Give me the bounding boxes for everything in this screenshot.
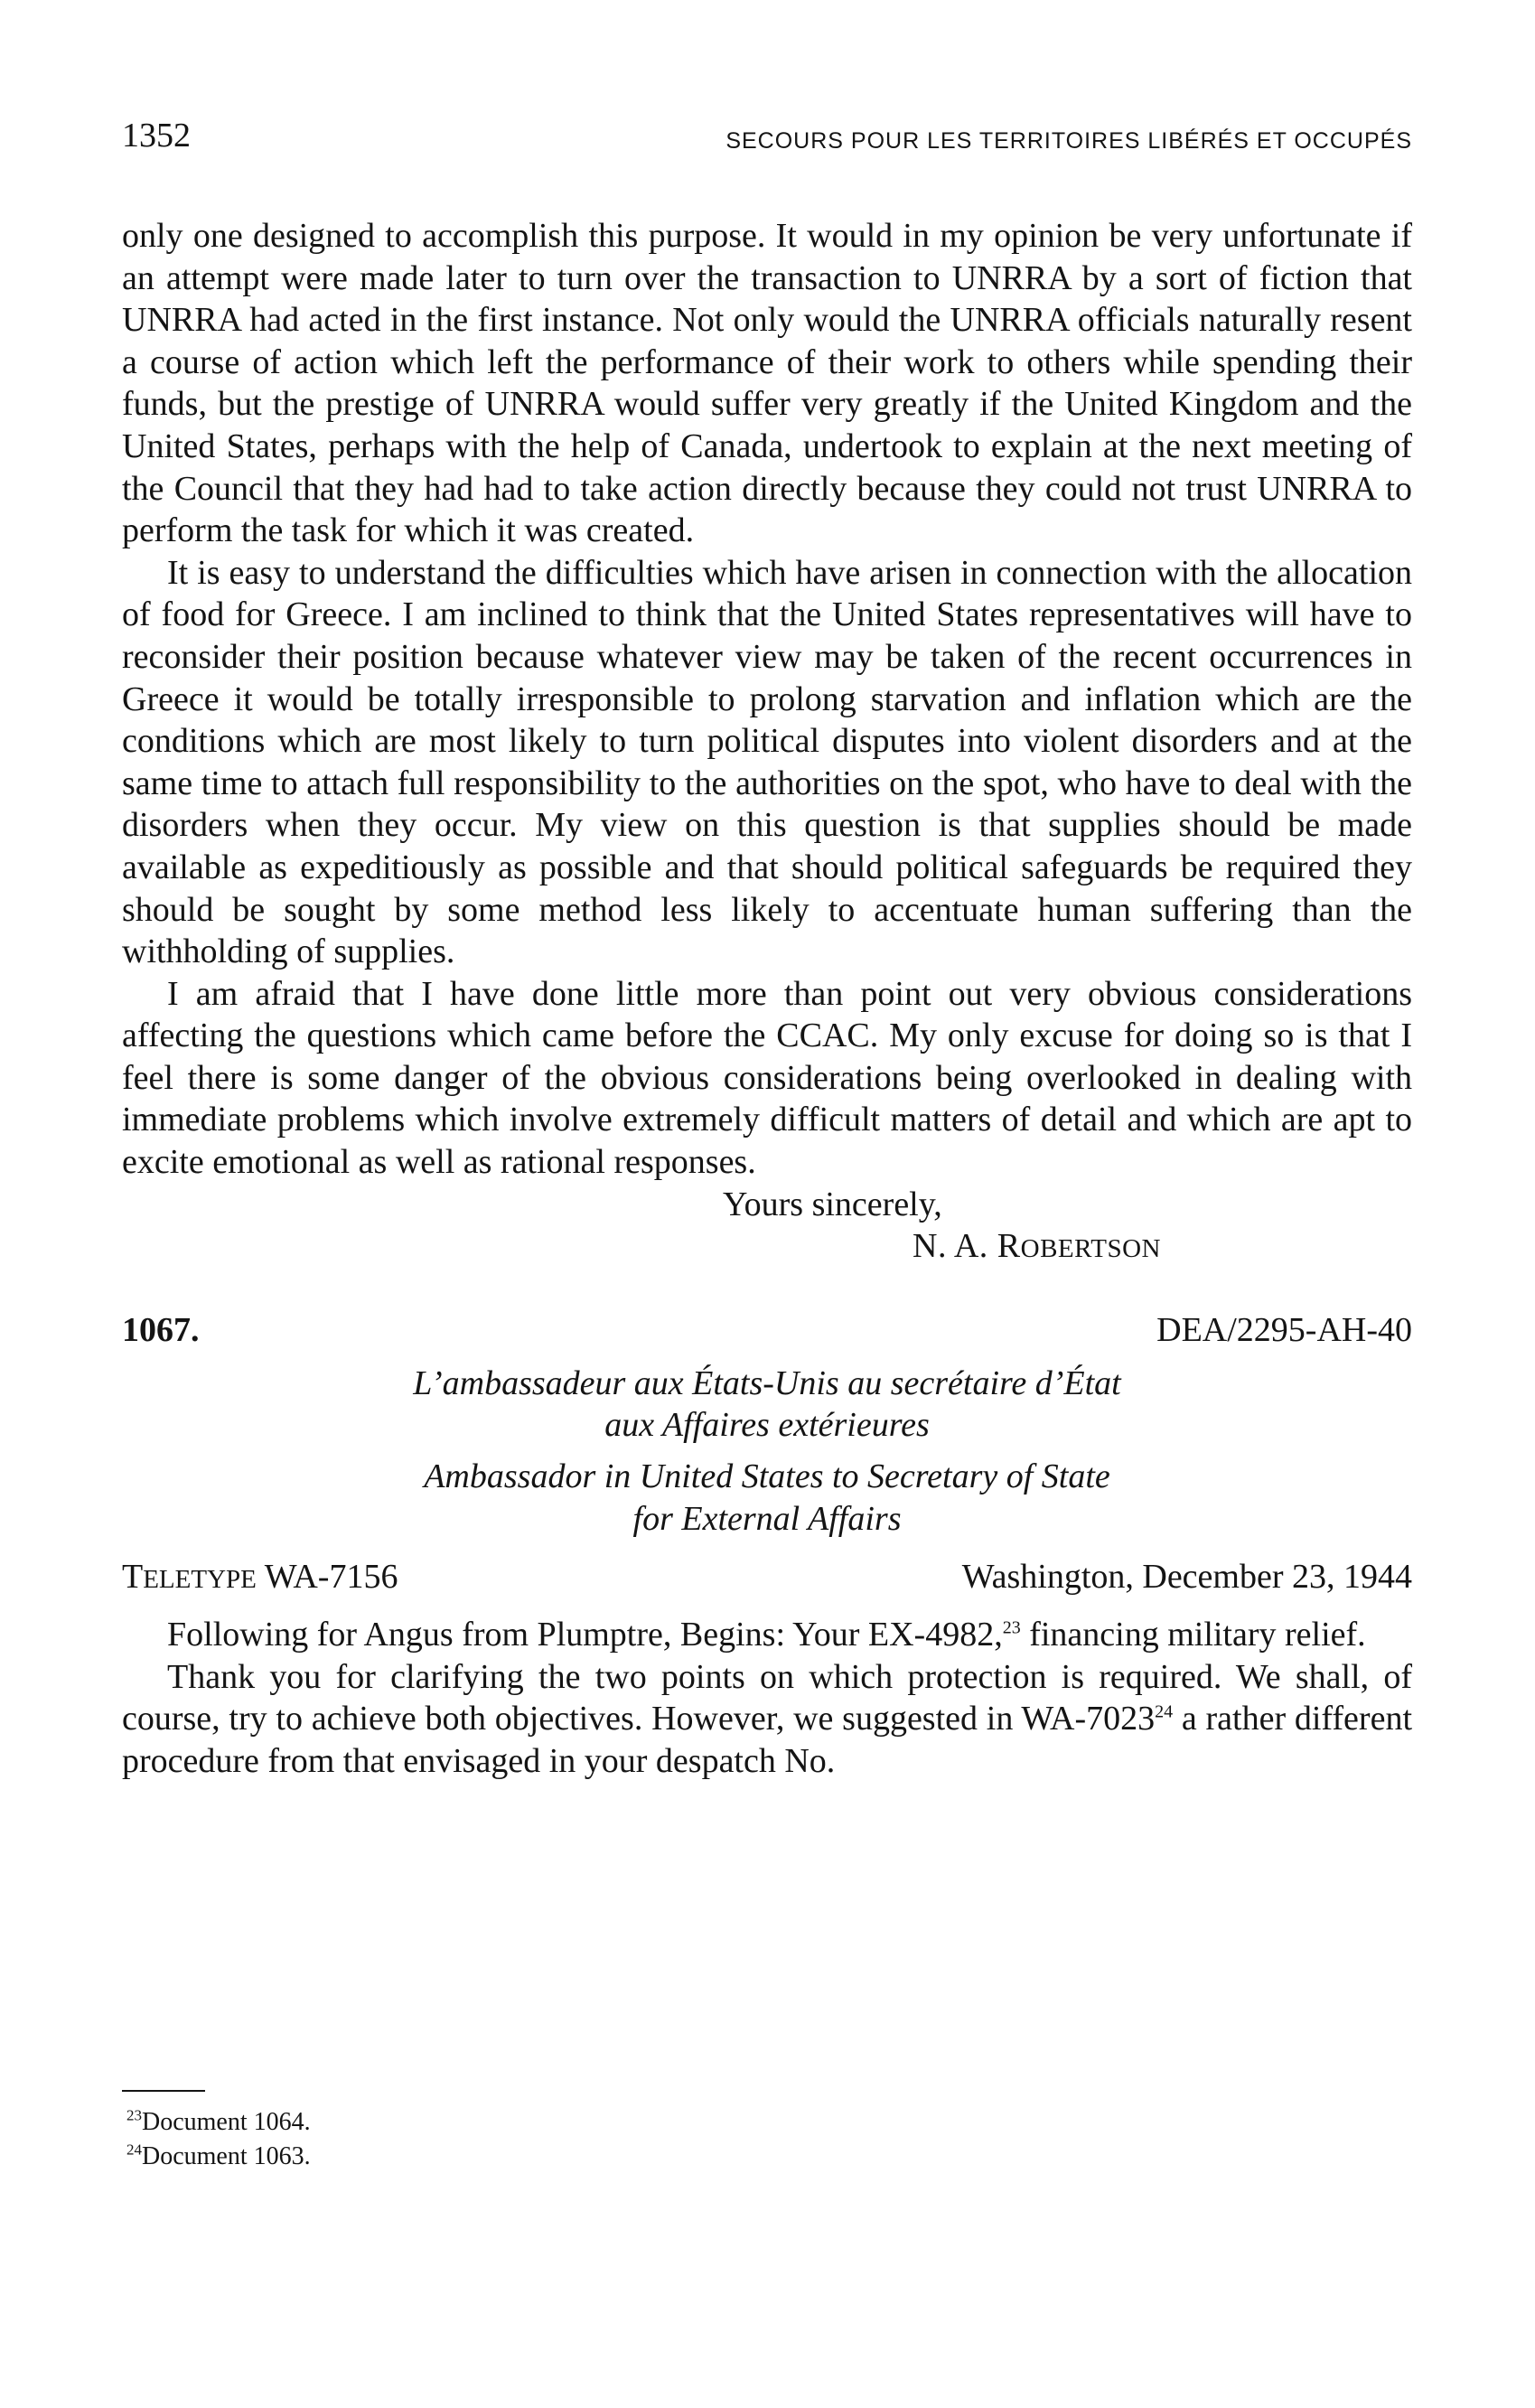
page-number: 1352 [122, 117, 191, 155]
paragraph-ccac: I am afraid that I have done little more than point out very obvious considerations affecting the questions which came before the CCAC. My only excuse for doing so is that I feel there is some danger of the obvious considerations being overlooked in dealing with immediate problems which involve extremely difficult matters of detail and which are apt to excite emotional as well as rational responses. [122, 974, 1412, 1182]
document-header [122, 1288, 1412, 1352]
running-head-title: SECOURS POUR LES TERRITOIRES LIBÉRÉS ET OCCUPÉS [725, 128, 1412, 154]
paragraph-thank-you: Thank you for clarifying the two points on which protection is required. We shall, of course, try to achieve both objectives. However, we suggested in WA-7023$^{24}$ a rather different procedure from that envisaged in your despatch No. [122, 1657, 1412, 1780]
document-title-en-line2: for External Affairs [632, 1499, 902, 1538]
teletype-id: TELETYPE WA-7156 [122, 1558, 398, 1597]
body-text [122, 215, 1412, 1783]
footnotes [126, 2105, 311, 2174]
paragraph-continued: only one designed to accomplish this purpose. It would in my opinion be very unfortunate if an attempt were made later to turn over the transaction to UNRRA by a sort of fiction that UNRRA had acted in the first instance. Not only would the UNRRA officials naturally resent a course of action which left the performance of their work to others while spending their funds, but the prestige of UNRRA would suffer very greatly if the United Kingdom and the United States, perhaps with the help of Canada, undertook to explain at the next meeting of the Council that they had had to take action directly because they could not trust UNRRA to perform the task for which it was created. [122, 217, 1412, 550]
paragraph-greece: It is easy to understand the difficulties which have arisen in connection with the allocation of food for Greece. I am inclined to think that the United States representatives will have to reconsider their position because whatever view may be taken of the recent occurrences in Greece it would be totally irresponsible to prolong starvation and inflation which are the conditions which are most likely to turn political disputes into violent disorders and at the same time to attach full responsibility to the authorities on the spot, who have to deal with the disorders when they occur. My view on this question is that supplies should be made available as expeditiously as possible and that should political safeguards be required they should be sought by some method less likely to accentuate human suffering than the withholding of supplies. [122, 553, 1412, 971]
paragraph-following: Following for Angus from Plumptre, Begins: Your EX-4982,23 financing military relief. [167, 1616, 1366, 1654]
footnote-item: $^{24}$Document 1063. [126, 2141, 311, 2170]
document-title-fr-line1: L’ambassadeur aux États-Unis au secrétaire d’État [413, 1363, 1121, 1402]
signature-surname: OBERTSON [1020, 1234, 1161, 1264]
document-number: 1067. [122, 1311, 200, 1350]
running-head [122, 108, 1412, 163]
letter-closing: Yours sincerely, [723, 1185, 942, 1223]
footnote-ref-24: 24 [1155, 1701, 1174, 1722]
document-reference: DEA/2295-AH-40 [1156, 1311, 1412, 1350]
letter-signature [913, 1225, 1412, 1270]
signature-initials: N. A. R [913, 1227, 1021, 1266]
footnote-divider [122, 2090, 205, 2092]
document-title-fr-line2: aux Affaires extérieures [604, 1406, 930, 1445]
document-title-en-line1: Ambassador in United States to Secretary of State [424, 1457, 1110, 1496]
place-date: Washington, December 23, 1944 [961, 1558, 1412, 1597]
footnote-item: $^{23}$Document 1064. [126, 2106, 311, 2136]
teletype-line [122, 1556, 1412, 1603]
footnote-ref-23: 23 [1002, 1617, 1021, 1638]
